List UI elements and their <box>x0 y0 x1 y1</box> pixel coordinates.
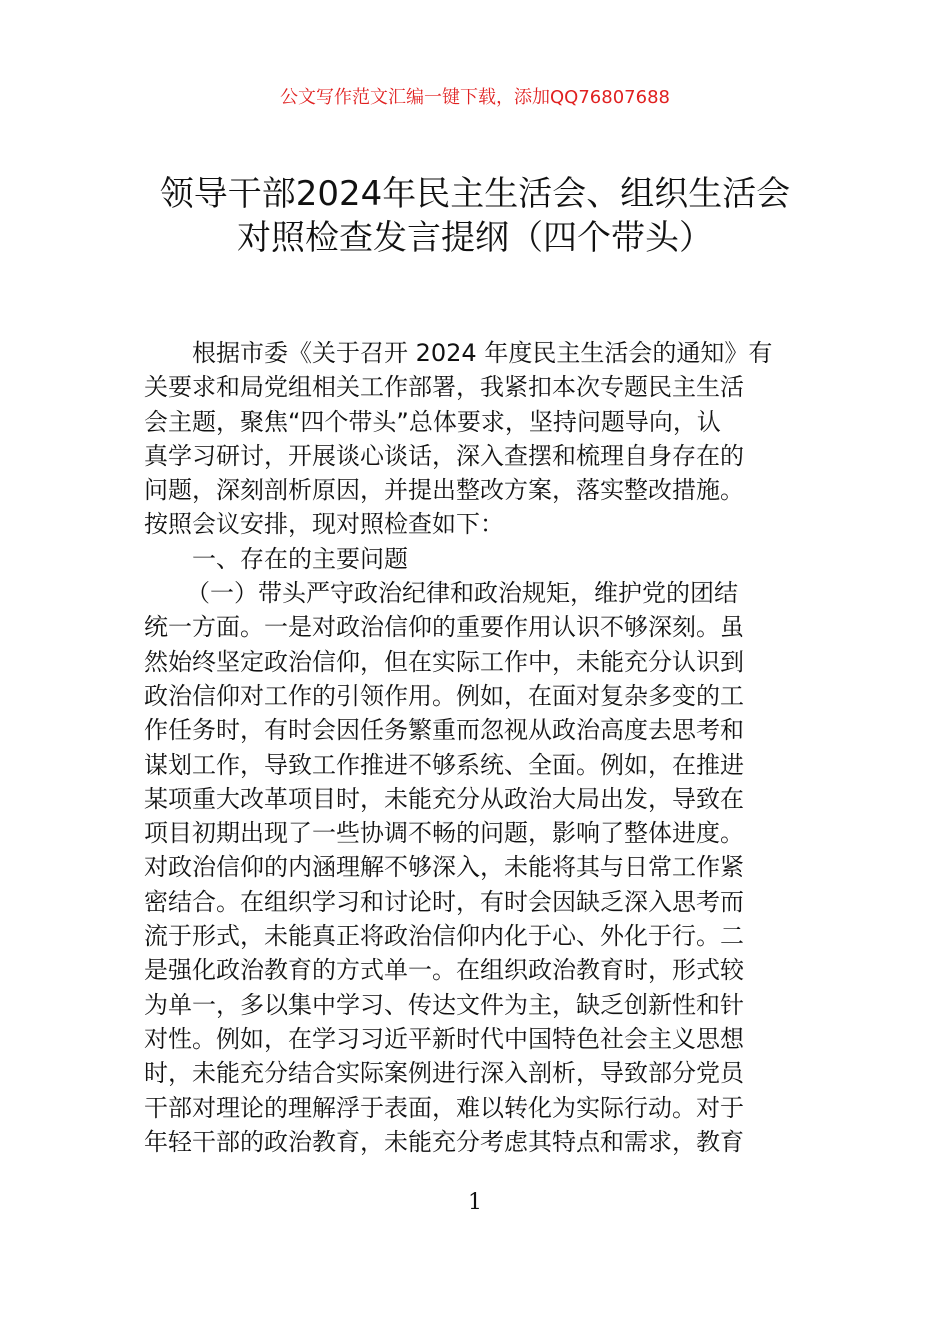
body-line: 对政治信仰的内涵理解不够深入，未能将其与日常工作紧 <box>144 853 744 882</box>
body-line: 年轻干部的政治教育，未能充分考虑其特点和需求，教育 <box>144 1127 744 1156</box>
body-line: 作任务时，有时会因任务繁重而忽视从政治高度去思考和 <box>144 716 744 745</box>
body-line: 某项重大改革项目时，未能充分从政治大局出发，导致在 <box>144 784 744 813</box>
body-line: 谋划工作，导致工作推进不够系统、全面。例如，在推进 <box>144 750 744 779</box>
body-line: （一）带头严守政治纪律和政治规矩，维护党的团结 <box>186 579 738 608</box>
document-body <box>144 336 809 1159</box>
body-line: 会主题，聚焦“四个带头”总体要求，坚持问题导向，认 <box>144 407 721 436</box>
body-line: 统一方面。一是对政治信仰的重要作用认识不够深刻。虽 <box>144 613 744 642</box>
body-line: 时，未能充分结合实际案例进行深入剖析，导致部分党员 <box>144 1059 744 1088</box>
body-line: 然始终坚定政治信仰，但在实际工作中，未能充分认识到 <box>144 647 744 676</box>
section-heading: 一、存在的主要问题 <box>192 544 408 573</box>
body-line: 项目初期出现了一些协调不畅的问题，影响了整体进度。 <box>144 819 744 848</box>
body-line: 为单一，多以集中学习、传达文件为主，缺乏创新性和针 <box>144 990 744 1019</box>
page-number: 1 <box>468 1190 482 1215</box>
body-line: 干部对理论的理解浮于表面，难以转化为实际行动。对于 <box>144 1093 744 1122</box>
body-line: 流于形式，未能真正将政治信仰内化于心、外化于行。二 <box>144 922 744 951</box>
document-title-line-1: 领导干部2024年民主生活会、组织生活会 <box>159 174 791 214</box>
body-line: 密结合。在组织学习和讨论时，有时会因缺乏深入思考而 <box>144 887 744 916</box>
body-line: 问题，深刻剖析原因，并提出整改方案，落实整改措施。 <box>144 476 744 505</box>
body-line: 关要求和局党组相关工作部署，我紧扣本次专题民主生活 <box>144 373 744 402</box>
body-line: 政治信仰对工作的引领作用。例如，在面对复杂多变的工 <box>144 681 744 710</box>
document-title-line-2: 对照检查发言提纲（四个带头） <box>237 218 713 258</box>
body-line: 是强化政治教育的方式单一。在组织政治教育时，形式较 <box>144 956 744 985</box>
body-line: 按照会议安排，现对照检查如下： <box>144 510 504 539</box>
body-line: 根据市委《关于召开 2024 年度民主生活会的通知》有 <box>192 339 773 367</box>
header-download-note: 公文写作范文汇编一键下载，添加QQ76807688 <box>280 87 670 108</box>
body-line: 真学习研讨，开展谈心谈话，深入查摆和梳理自身存在的 <box>144 441 744 470</box>
body-line: 对性。例如，在学习习近平新时代中国特色社会主义思想 <box>144 1024 744 1053</box>
